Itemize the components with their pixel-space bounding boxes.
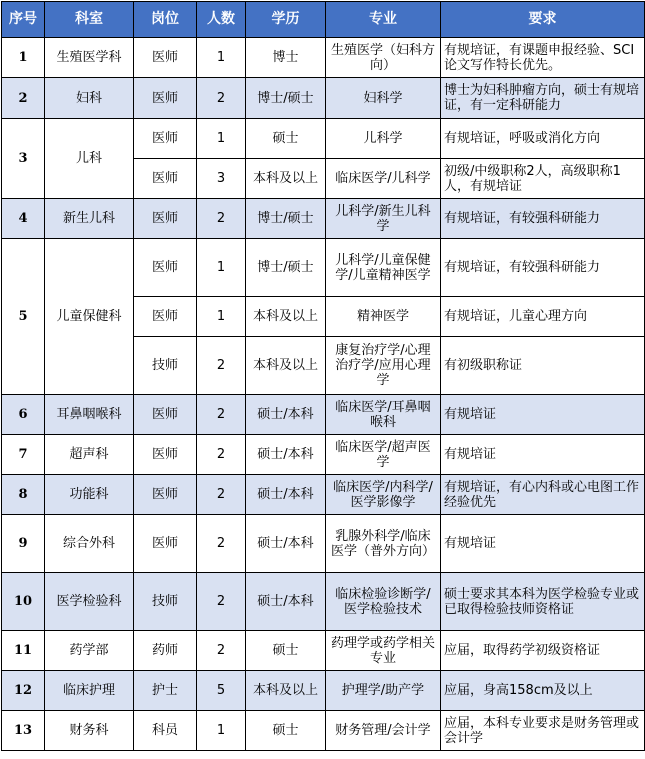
row-index: 12 [2,671,45,711]
row-count: 2 [197,395,246,435]
row-major: 临床检验诊断学/医学检验技术 [326,573,441,631]
row-requirement: 有规培证，有较强科研能力 [441,239,645,297]
row-index: 9 [2,515,45,573]
row-department: 功能科 [45,475,134,515]
table-row [2,395,645,435]
row-position: 医师 [134,78,197,119]
row-requirement: 应届，取得药学初级资格证 [441,631,645,671]
row-department: 生殖医学科 [45,38,134,78]
row-education: 本科及以上 [246,297,326,337]
row-index: 8 [2,475,45,515]
row-major: 临床医学/儿科学 [326,159,441,199]
row-count: 2 [197,631,246,671]
row-education: 博士/硕士 [246,199,326,239]
header-major: 专业 [326,2,441,38]
row-education: 硕士/本科 [246,395,326,435]
row-department: 儿科 [45,119,134,199]
row-major: 精神医学 [326,297,441,337]
row-education: 硕士 [246,119,326,159]
row-major: 儿科学/儿童保健学/儿童精神医学 [326,239,441,297]
row-department: 耳鼻咽喉科 [45,395,134,435]
row-department: 财务科 [45,711,134,751]
row-position: 医师 [134,239,197,297]
row-department: 综合外科 [45,515,134,573]
row-index: 5 [2,239,45,395]
row-requirement: 有规培证，有较强科研能力 [441,199,645,239]
table-row [2,78,645,119]
row-index: 11 [2,631,45,671]
row-major: 临床医学/耳鼻咽喉科 [326,395,441,435]
row-count: 2 [197,573,246,631]
header-count: 人数 [197,2,246,38]
row-department: 医学检验科 [45,573,134,631]
row-department: 药学部 [45,631,134,671]
row-index: 3 [2,119,45,199]
table-row [2,475,645,515]
header-education: 学历 [246,2,326,38]
row-position: 医师 [134,159,197,199]
row-major: 康复治疗学/心理治疗学/应用心理学 [326,337,441,395]
row-index: 1 [2,38,45,78]
table-row [2,199,645,239]
row-position: 医师 [134,38,197,78]
row-index: 13 [2,711,45,751]
row-requirement: 有规培证，有心内科或心电图工作经验优先 [441,475,645,515]
row-education: 博士 [246,38,326,78]
row-major: 临床医学/超声医学 [326,435,441,475]
row-count: 2 [197,199,246,239]
row-count: 2 [197,435,246,475]
row-requirement: 有规培证 [441,515,645,573]
row-major: 临床医学/内科学/医学影像学 [326,475,441,515]
row-count: 5 [197,671,246,711]
row-requirement: 有规培证 [441,435,645,475]
table-row [2,631,645,671]
row-position: 医师 [134,435,197,475]
row-count: 1 [197,38,246,78]
row-index: 4 [2,199,45,239]
header-row [2,2,645,38]
row-education: 博士/硕士 [246,78,326,119]
row-education: 硕士/本科 [246,515,326,573]
row-count: 2 [197,78,246,119]
row-requirement: 博士为妇科肿瘤方向，硕士有规培证，有一定科研能力 [441,78,645,119]
row-education: 本科及以上 [246,337,326,395]
row-count: 3 [197,159,246,199]
row-position: 医师 [134,515,197,573]
table-row [2,119,645,159]
table-row [2,711,645,751]
row-position: 医师 [134,119,197,159]
row-education: 硕士/本科 [246,435,326,475]
row-major: 儿科学 [326,119,441,159]
row-education: 本科及以上 [246,671,326,711]
row-requirement: 初级/中级职称2人，高级职称1人，有规培证 [441,159,645,199]
table-row [2,239,645,297]
row-position: 医师 [134,297,197,337]
row-requirement: 有初级职称证 [441,337,645,395]
row-department: 妇科 [45,78,134,119]
row-requirement: 有规培证，有课题申报经验、SCI论文写作特长优先。 [441,38,645,78]
row-position: 科员 [134,711,197,751]
row-education: 硕士 [246,711,326,751]
recruitment-table [1,1,645,751]
row-major: 乳腺外科学/临床医学（普外方向） [326,515,441,573]
row-position: 医师 [134,475,197,515]
row-position: 技师 [134,337,197,395]
row-position: 医师 [134,395,197,435]
row-education: 本科及以上 [246,159,326,199]
header-position: 岗位 [134,2,197,38]
row-department: 超声科 [45,435,134,475]
row-count: 2 [197,337,246,395]
row-major: 护理学/助产学 [326,671,441,711]
row-requirement: 有规培证，呼吸或消化方向 [441,119,645,159]
row-requirement: 应届，身高158cm及以上 [441,671,645,711]
row-requirement: 有规培证 [441,395,645,435]
row-department: 儿童保健科 [45,239,134,395]
row-education: 硕士/本科 [246,573,326,631]
row-major: 妇科学 [326,78,441,119]
row-count: 1 [197,297,246,337]
row-education: 硕士 [246,631,326,671]
header-index: 序号 [2,2,45,38]
row-position: 医师 [134,199,197,239]
row-education: 博士/硕士 [246,239,326,297]
table-row [2,671,645,711]
row-department: 临床护理 [45,671,134,711]
row-requirement: 有规培证，儿童心理方向 [441,297,645,337]
row-requirement: 硕士要求其本科为医学检验专业或已取得检验技师资格证 [441,573,645,631]
row-count: 2 [197,515,246,573]
table-row [2,435,645,475]
table-row [2,515,645,573]
row-major: 儿科学/新生儿科学 [326,199,441,239]
row-position: 药师 [134,631,197,671]
row-index: 10 [2,573,45,631]
row-count: 1 [197,119,246,159]
row-major: 财务管理/会计学 [326,711,441,751]
header-department: 科室 [45,2,134,38]
row-position: 技师 [134,573,197,631]
row-index: 6 [2,395,45,435]
row-requirement: 应届，本科专业要求是财务管理或会计学 [441,711,645,751]
row-major: 生殖医学（妇科方向） [326,38,441,78]
row-department: 新生儿科 [45,199,134,239]
row-education: 硕士/本科 [246,475,326,515]
table-row [2,38,645,78]
row-count: 1 [197,239,246,297]
row-index: 2 [2,78,45,119]
row-position: 护士 [134,671,197,711]
header-requirement: 要求 [441,2,645,38]
row-count: 2 [197,475,246,515]
row-count: 1 [197,711,246,751]
row-major: 药理学或药学相关专业 [326,631,441,671]
row-index: 7 [2,435,45,475]
table-row [2,573,645,631]
